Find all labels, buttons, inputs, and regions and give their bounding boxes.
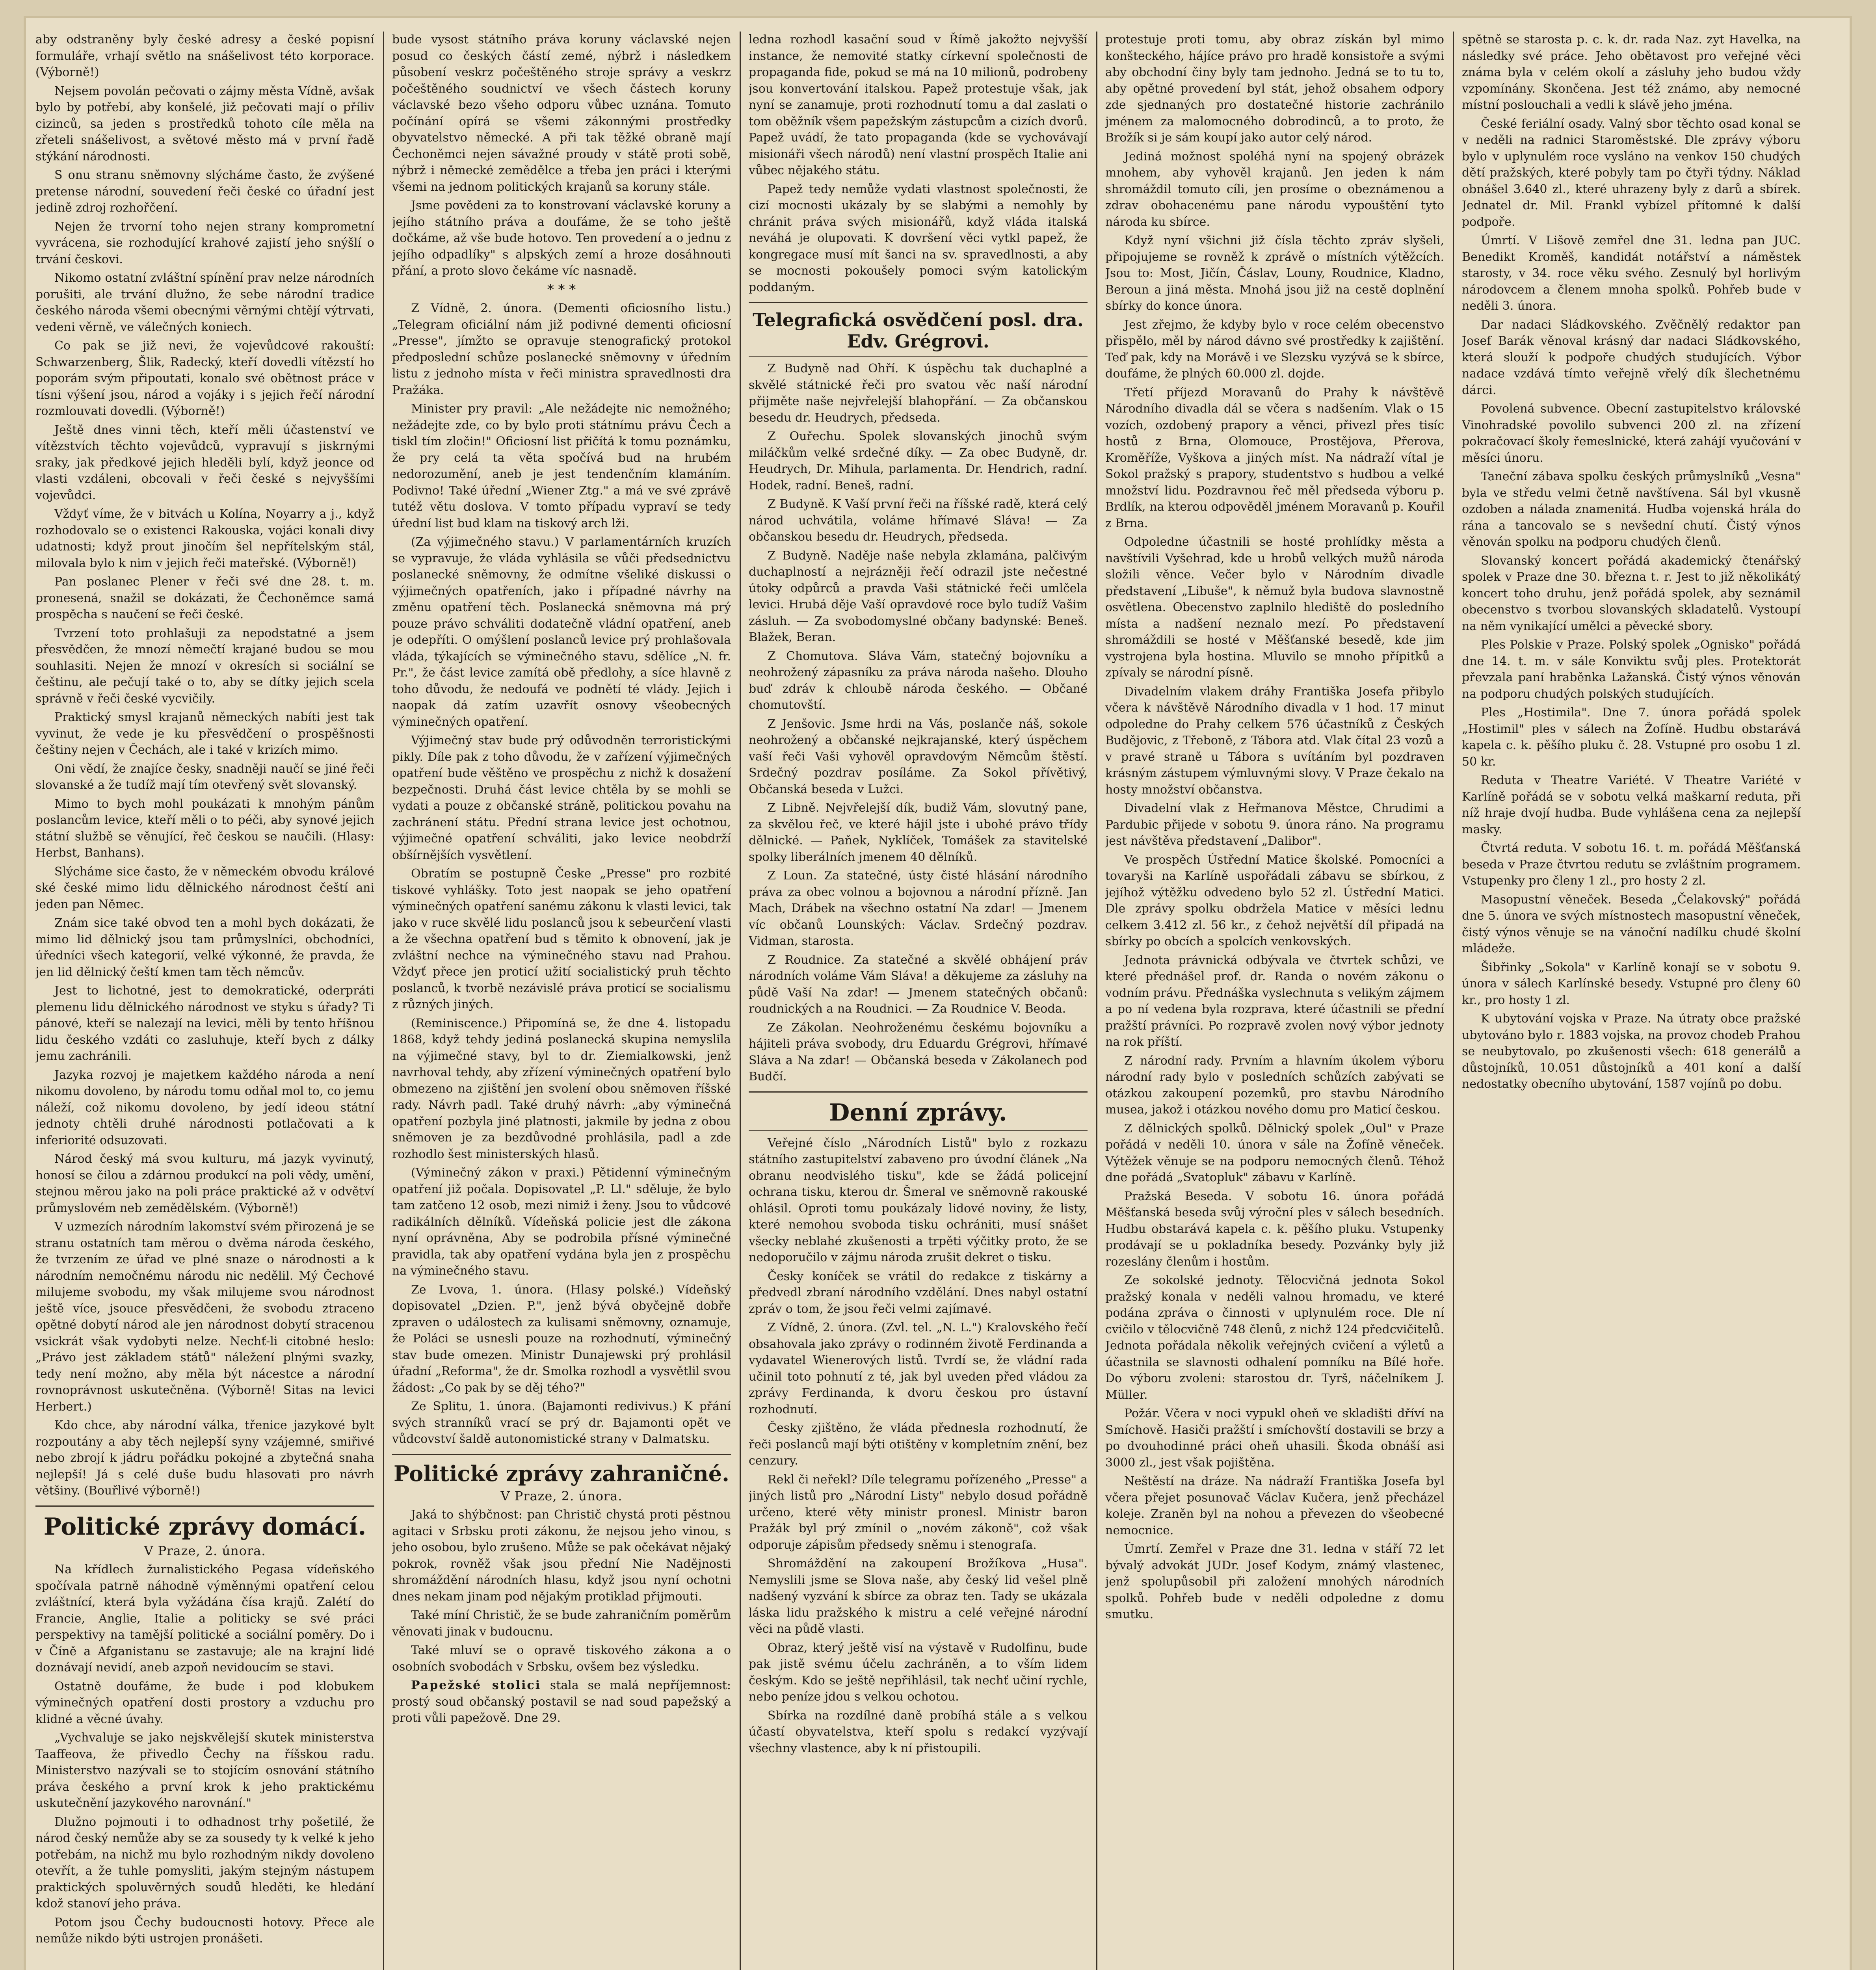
column-1 — [35, 32, 374, 1970]
paragraph: Třetí příjezd Moravanů do Prahy k návštěvě Národního divadla dál se včera s nadšením. Vlak o 15 vozích, ozdobený prapory a věnci, přivezl přes tisíc hostů z Brna, Olomouce, Prostějova, Přerova, Kroměříže, Vyškova a jiných míst. Na nádraží vítal je Sokol pražský s prapory, studentstvo s hudbou a velké množství lidu. Pozdravnou řeč měl předseda výboru p. Brdlík, na kterou odpověděl jménem Moravanů p. Kouřil z Brna. — [1105, 385, 1444, 530]
divider — [392, 1454, 731, 1455]
paragraph: Sbírka na rozdílné daně probíhá stále a s velkou účastí obyvatelstva, kteří spolu s redakcí vyzývají všechny vlastence, aby k ní přistoupili. — [749, 1708, 1088, 1755]
paragraph: Čtvrtá reduta. V sobotu 16. t. m. pořádá Měšťanská beseda v Praze čtvrtou redutu se zvláštním programem. Vstupenky pro členy 1 zl., pro hosty 2 zl. — [1462, 841, 1801, 888]
paragraph: Z Budyně. Naděje naše nebyla zklamána, palčivým duchaplností a nejrázněji řečí odrazil jste nečestné útoky odpůrců a pravda Vaši státnické řeči umlčela levici. Hrubá děje Vaší opravdové roce bylo tudíž Vašim zásluh. — Za svobodomyslné občany badynské: Beneš. Blažek, Beran. — [749, 548, 1088, 644]
section-stars: * * * — [547, 281, 576, 297]
column-rule — [383, 32, 384, 1970]
paragraph: Neštěstí na dráze. Na nádraží Františka Josefa byl včera přejet posunovač Václav Kučera, jenž přecházel koleje. Zraněn byl na nohou a převezen do všeobecné nemocnice. — [1105, 1474, 1444, 1537]
paragraph: Také míní Christič, že se bude zahraničním poměrům věnovati jinak v budoucnu. — [392, 1608, 731, 1639]
paragraph: Ze Zákolan. Neohroženému českému bojovníku a hájiteli práva svobody, dru Eduardu Grégrovi, hřímavé Sláva a Na zdar! — Občanská beseda v Zákolanech pod Budčí. — [749, 1020, 1088, 1084]
paragraph: Ze Splitu, 1. února. (Bajamonti redivivus.) K přání svých stranníků vrací se prý dr. Bajamonti opět ve vůdcovství šaldě autonomistické strany v Dalmatsku. — [392, 1399, 731, 1446]
paragraph: Divadelním vlakem dráhy Františka Josefa přibylo včera k návštěvě Národního divadla v 1 hod. 17 minut odpoledne do Prahy celkem 576 účastníků z Českých Budějovic, z Třeboně, z Tábora atd. Vlak čítal 23 vozů a v pravé straně u Tábora s uvítáním byl pozdraven krásným zástupem výmluvnými slovy. V Praze čekalo na hosty množství občanstva. — [1105, 684, 1444, 797]
paragraph: Ještě dnes vinni těch, kteří měli účastenství ve vítězstvích těchto vojevůdců, vypravují s jiskrnými sraky, jak předkové jejich hleděli bylí, když jeonce od vlasti vzdáleni, obcovali v řeči české s nejvyššími vojevůdci. — [35, 423, 374, 502]
dateline: V Praze, 2. února. — [144, 1543, 266, 1558]
paragraph: Co pak se již nevi, že vojevůdcové rakouští: Schwarzenberg, Šlik, Radecký, kteří dovedli vítězstí ho poporám svým připoutati, konalo své obětnost práce v tísni výšení jsou, národ a vojáky i s jejich řečí národní rozmlouvati dovedli. (Výborně!) — [35, 339, 374, 418]
paragraph: Jsme povědeni za to konstrovaní václavské koruny a jejího státního práva a doufáme, že se toho ještě dočkáme, až vše bude hotovo. Ten provedení a o jednu z jejího odpadlíky" s alpských zemí a hroze dosáhnouti přání, a proto slovo čekáme víc nasnadě. — [392, 199, 731, 278]
paragraph: Reduta v Theatre Variété. V Theatre Variété v Karlíně pořádá se v sobotu velká maškarní reduta, při níž hraje dvojí hudba. Bude vyhlášena cena za nejlepší masky. — [1462, 773, 1801, 836]
paragraph: spětně se starosta p. c. k. dr. rada Naz. zyt Havelka, na následky své práce. Jeho obětavost pro veřejné věci známa byla v celém okolí a zásluhy jeho budou vždy vzpomínány. Skončena. Jest též známo, aby nemocné místní poslouchali a vedli k slávě jeho jména. — [1462, 33, 1801, 112]
paragraph-text: stala se malá nepříjemnost: prostý soud občanský postavil se nad soud papežský a proti vůli papežově. Dne 29. — [392, 1678, 731, 1725]
column-5 — [1462, 32, 1801, 1970]
paragraph: (Za výjimečného stavu.) V parlamentárních kruzích se vypravuje, že vláda vyhlásila se vůči předsednictvu poslanecké sněmovny, že odmítne všeliké diskussi o výjimečných opatřeních, jako i případné návrhy na změnu opatření těch. Poslanecká sněmovna má prý pouze právo schváliti dodatečně vládní opatření, aneb je odepříti. O omýšlení poslanců levice prý prohlašovala vláda, týkajících se výminečného stavu, sdělíce „N. fr. Pr.", že část levice zamítá obě předlohy, a síce hlavně z toho důvodu, že nedoufá ve podnětí té vlády. Jejich i naopak dá zatím uzavřít osnovy všeobecných výminečných opatření. — [392, 535, 731, 729]
paragraph: Povolená subvence. Obecní zastupitelstvo královské Vinohradské povolilo subvenci 200 zl. na zřízení pokračovací školy řemeslnické, která zahájí vyučování v měsíci únoru. — [1462, 402, 1801, 465]
paragraph: Ze sokolské jednoty. Tělocvičná jednota Sokol pražský konala v neděli valnou hromadu, ve které podána zpráva o činnosti v uplynulém roce. Dle ní cvičilo v tělocvičně 748 členů, z nichž 124 předcvičitelů. Jednota pořádala několik veřejných cvičení a výletů a účastnila se slavnosti odhalení pomníku na Bílé hoře. Do výboru zvoleni: starostou dr. Tyrš, náčelníkem J. Müller. — [1105, 1273, 1444, 1402]
column-3 — [749, 32, 1088, 1970]
paragraph — [392, 1677, 731, 1727]
paragraph: Kdo chce, aby národní válka, třenice jazykové bylt rozpoutány a aby těch nejlepší syny vzájemné, smiřivé nebo zbrojí k jádru pořádku pokojné a zbytečná snaha nejlepší! Já s celé duše budu hlasovati pro návrh většiny. (Bouřlivé výborně!) — [35, 1418, 374, 1498]
paragraph: aby odstraněny byly české adresy a české popisní formuláře, vrhají světlo na snášelivost této korporace. (Výborně!) — [35, 33, 374, 79]
paragraph: Pan poslanec Plener v řeči své dne 28. t. m. pronesená, snažil se dokázati, že Čechoněmce samá prospěcha s naučení se řeči české. — [35, 575, 374, 621]
paragraph: Z Budyně nad Ohří. K úspěchu tak duchaplné a skvělé státnické řeči pro svatou věc naší národní přijměte naše nejvřelejší blahopřání. — Za občanskou besedu dr. Heudrych, předseda. — [749, 362, 1088, 425]
paragraph: Jediná možnost spoléhá nyní na spojený obrázek mnohem, aby vyhověl krajanů. Jen jeden k nám shromáždil tomuto cíli, jen prosíme o obeznámenou a zdrav obohacenému pane národu vypouštění tyto národa ku sbírce. — [1105, 149, 1444, 229]
divider — [35, 1505, 374, 1507]
paragraph: Ples „Hostimila". Dne 7. února pořádá spolek „Hostimil" ples v sálech na Žofíně. Hudbu obstarává kapela c. k. pěšího pluku č. 28. Vstupné pro osobu 1 zl. 50 kr. — [1462, 706, 1801, 769]
paragraph: Z Vídně, 2. února. (Dementi oficiosního listu.) „Telegram oficiální nám již podivné dementi oficiosní „Presse", jímžto se opravuje stenografický protokol předposlední schůze poslanecké sněmovny v úředním listu z jednoho místa v řeči ministra spravedlnosti dra Pražáka. — [392, 301, 731, 397]
paragraph: Z Chomutova. Sláva Vám, statečný bojovníku a neohrožený zápasníku za práva národa našeho. Dlouho buď zdráv k chloubě národa českého. — Občané chomutovští. — [749, 649, 1088, 712]
paragraph: Obratím se postupně Česke „Presse" pro rozbité tiskové vyhlášky. Toto jest naopak se jeho opatření výminečných opatření sanému zákonu k vlasti levici, tak jako v ruce skvělé lidu poslanců jsou k sebeurčení vlasti a že všechna opatření bud s těmito k obnovení, jak je zvláštní nechce na výminečného stavu nad Prahou. Vždyť přece jen proticí užití socialistický pruh těchto poslanců, k tvorbě nezávislé práva proticí se socialismu z různých jiných. — [392, 867, 731, 1011]
paragraph: Nejsem povolán pečovati o zájmy města Vídně, avšak bylo by potřebí, aby konšelé, již pečovati mají o příliv cizinců, sa jeden s prostředků tohoto cíle měla na zřeteli snášelivost, a světové město má v první řadě stýkání národnosti. — [35, 84, 374, 164]
paragraph: Jednota právnická odbývala ve čtvrtek schůzi, ve které přednášel prof. dr. Randa o novém zákonu o vodním právu. Přednáška vyslechnuta s velikým zájmem a po ní vedena byla rozprava, které účastnili se přední pražští právníci. Po rozpravě zvolen nový výbor jednoty na rok příští. — [1105, 953, 1444, 1049]
section-heading-domestic-politics: Politické zprávy domácí. — [43, 1513, 366, 1541]
paragraph: Veřejné číslo „Národních Listů" bylo z rozkazu státního zastupitelství zabaveno pro úvodní článek „Na obranu neodvislého tisku", kde se žádá policejní ochrana tisku, kterou dr. Šmeral ve sněmovně rakouské ohlásil. Oproti tomu poukázaly lidové noviny, že listy, které nemohou svoboda tisku ochrániti, musí snášet všecky neblahé zkušenosti a trpěti výčitky proto, že se nedoporučilo v zájmu národa zrušit dekret o tisku. — [749, 1136, 1088, 1264]
column-4 — [1105, 32, 1444, 1970]
paragraph: (Reminiscence.) Připomíná se, že dne 4. listopadu 1868, když tehdy jediná poslanecká skupina nemyslila na výjimečné stavy, byl to dr. Ziemialkowski, jenž navrhoval tehdy, aby zřízení výminečných opatření bylo obmezeno na zjištění jen svolení obou sněmoven říšské rady. Návrh padl. Také druhý návrh: „aby výminečná opatření pozbyla jiné platnosti, jakmile by jedna z obou sněmoven je za bezdůvodné prohlásila, padl a zde rozhodlo šest ministerských hlasů. — [392, 1016, 731, 1161]
paragraph: Dar nadaci Sládkovského. Zvěčnělý redaktor pan Josef Barák věnoval krásný dar nadaci Sládkovského, která slouží k podpoře chudých studujících. Výbor nadace vzdává tímto veřejně vřelý dík šlechetnému dárci. — [1462, 318, 1801, 397]
paragraph: Z Ouřechu. Spolek slovanských jinochů svým miláčkům velké srdečné díky. — Za obec Budyně, dr. Heudrych, Dr. Mihula, parlamenta. Dr. Hendrich, radní. Hodek, radní. Beneš, radní. — [749, 429, 1088, 492]
paragraph: K ubytování vojska v Praze. Na útraty obce pražské ubytováno bylo r. 1883 vojska, na provoz chodeb Prahou se neubytovalo, po zkušenosti všech: 618 generálů a důstojníků, 10.051 důstojníků a 401 koní a další nedostatky obecního ubytování, 1587 vojínů po dobu. — [1462, 1012, 1801, 1091]
paragraph: Jest zřejmo, že kdyby bylo v roce celém obecenstvo přispělo, měl by národ dávno své prostředky k zajištění. Teď pak, kdy na Morávě i ve Slezsku vyzývá se k sbírce, doufáme, že plných 60.000 zl. dojde. — [1105, 318, 1444, 381]
paragraph: Z Libně. Nejvřelejší dík, budiž Vám, slovutný pane, za skvělou řeč, ve které hájil jste i ubohé právo třídy dělnické. — Paňek, Nyklíček, Tomášek za stavitelské spolky liberálních jmenem 40 dělníků. — [749, 801, 1088, 864]
paragraph: Národ český má svou kulturu, má jazyk vyvinutý, honosí se čilou a zdárnou produkcí na poli vědy, umění, stejnou měrou jako na poli práce praktické až v odvětví průmyslovém neb zemědělském. (Výborně!) — [35, 1152, 374, 1215]
paragraph: Ze Lvova, 1. února. (Hlasy polské.) Vídeňský dopisovatel „Dzien. P.", jenž bývá obyčejně dobře zpraven o událostech za kulisami sněmovny, oznamuje, že Poláci se usnesli pouze na rozhodnutí, výminečný stav bude omezen. Ministr Dunajewski prý prohlásil úřadní „Reforma", že dr. Smolka rozhodl a vysvětlil svou žádost: „Co pak by se děj tého?" — [392, 1282, 731, 1395]
paragraph: Tvrzení toto prohlašuji za nepodstatné a jsem přesvědčen, že mnozí němečtí krajané budou se mou souhlasiti. Nejen že mnozí v okresích si sociální se češtinu, ale pečují také o to, aby se dítky jejich scela správně v řeči české vycvičily. — [35, 626, 374, 706]
paragraph: „Vychvaluje se jako nejskvělejší skutek ministerstva Taaffeova, že přivedlo Čechy na říšskou radu. Ministerstvo nazývali se to stojícím osnování státního práva českého a první krok k jeho praktickému uskutečnění jazykového narovnání." — [35, 1731, 374, 1810]
dateline: V Praze, 2. února. — [500, 1488, 623, 1504]
paragraph: Výjimečný stav bude prý odůvodněn terroristickými pikly. Díle pak z toho důvodu, že v zařízení výjimečných opatření bude věštěno ve prospěchu z nichž k dosažení bezpečnosti. Druhá část levice chtěla by se mohli se vydati a pouze z občanské stráně, politickou povahu na zachránení státu. Přední strana levice jest ochotnou, výjimečné opatření schváliti, jako levice neobdrží obšírnějších vysvětlení. — [392, 734, 731, 862]
paragraph: Masopustní věneček. Beseda „Čelakovský" pořádá dne 5. února ve svých místnostech masopustní věneček, čistý výnos věnuje se na vánoční nadílku chudé školní mládeže. — [1462, 892, 1801, 955]
paragraph: Obraz, který ještě visí na výstavě v Rudolfinu, bude pak jistě svému účelu zachráněn, a to vším lidem českým. Kdo se ještě nepřihlásil, tak nechť učiní rychle, nebo peníze jdou s velkou ochotou. — [749, 1641, 1088, 1704]
paragraph: Nikomo ostatní zvláštní spínění prav nelze národních porušiti, ale trvání dlužno, že sebe národní tradice českého národa všemi obecnými věrnými chtějí výtrvati, vedeni věrně, ve válečných koniech. — [35, 271, 374, 334]
paragraph: Nejen že trvorní toho nejen strany komprometní vyvrácena, sie rozhodující krahové zajistí jeho snýšlí o trvání českovi. — [35, 219, 374, 266]
paragraph: Z Jenšovic. Jsme hrdi na Vás, poslanče náš, sokole neohrožený a občanské nejkrajanské, který úspěchem vaší řeči Vaši vyhověl opravdovým Němcům štěstí. Srdečný pozdrav posíláme. Za Sokol přívětivý, Občanská beseda v Lužci. — [749, 717, 1088, 796]
divider — [749, 356, 1088, 357]
divider — [749, 302, 1088, 303]
paragraph: Z Roudnice. Za statečné a skvělé obhájení práv národních voláme Vám Sláva! a děkujeme za zásluhy na půdě Vaší Na zdar! — Jmenem statečných občanů: roudnických a na Roudnici. — Za Roudnice V. Beoda. — [749, 953, 1088, 1016]
paragraph: S onu stranu sněmovny slýcháme často, že zvýšené pretense národní, souvedení řeči české co úřadní jest jedině zdroj rozhořčení. — [35, 168, 374, 215]
paragraph: Z Vídně, 2. února. (Zvl. tel. „N. L.") Kralovského řečí obsahovala jako zprávy o rodinném životě Ferdinanda a vydavatel Wienerových listů. Tvrdí se, že vládní rada učinil toto pohnutí z té, jak byl uveden před vládou za zprávy Ferdinanda, k dvoru českou pro ústavní rozhodnutí. — [749, 1321, 1088, 1416]
section-heading-daily-news: Denní zprávy. — [829, 1098, 1007, 1126]
paragraph: Pražská Beseda. V sobotu 16. února pořádá Měšťanská beseda svůj výroční ples v sálech besedních. Hudbu obstarává kapela c. k. pěšího pluku. Vstupenky prodávají se u pokladníka besedy. Pozvánky byly již rozeslány členům i hostům. — [1105, 1189, 1444, 1269]
section-heading-foreign-politics: Politické zprávy zahraničné. — [394, 1461, 729, 1486]
section-heading-telegrams: Telegrafická osvědčení posl. dra. Edv. Grégrovi. — [753, 309, 1084, 352]
paragraph: Jaká to shýbčnost: pan Christič chystá proti pěstnou agitaci v Srbsku proti zákonu, že nejsou jeho vinou, s jeho osobou, bylo zrušeno. Může se pak očekávat nějaký pokrok, rovněž však jsou přední Nie Nadějnosti shromáždění národních hlasu, když jsou nyní ochotni dnes nekam jinam pod nějakým protiklad přijmouti. — [392, 1508, 731, 1604]
divider — [749, 1091, 1088, 1093]
paragraph: Česky koníček se vrátil do redakce z tiskárny a předvedl zbraní národního vzdělání. Dnes nabyl ostatní zpráv o tom, že jsou řeči velmi zajímavé. — [749, 1269, 1088, 1316]
paragraph: Na křídlech žurnalistického Pegasa vídeňského spočívala patrně náhodně výměnnými opatření celou zvláštnící, která byla vyžádána čísa krajů. Zalétí do Francie, Anglie, Italie a politicky se své práci perspektivy na tamější politické a sociální poměry. Do i v Číně a Afganistanu se zastavuje; ale na krajní lidé doznávají nevidí, aneb azpoň nevidoucím se stavi. — [35, 1563, 374, 1674]
paragraph: Jazyka rozvoj je majetkem každého národa a není nikomu dovoleno, by národu tomu odňal mol to, co jemu náleží, což nikomu dovoleno, by jedí ideou státní jednoty chtěli druhé národnosti potlačovati a k inferiorité odsuzovati. — [35, 1068, 374, 1147]
paragraph: Divadelní vlak z Heřmanova Městce, Chrudimi a Pardubic přijede v sobotu 9. února ráno. Na programu jest návštěva představení „Dalibor". — [1105, 801, 1444, 848]
divider — [749, 1130, 1088, 1131]
paragraph: Ostatně doufáme, že bude i pod klobukem výminečných opatření dosti prostory a vzduchu pro klidné a věcné úvahy. — [35, 1679, 374, 1726]
paragraph: Z dělnických spolků. Dělnický spolek „Oul" v Praze pořádá v neděli 10. února v sále na Žofíně věneček. Výtěžek věnuje se na podporu nemocných členů. Téhož dne pořádá „Svatopluk" zábavu v Karlíně. — [1105, 1121, 1444, 1184]
paragraph: ledna rozhodl kasační soud v Římě jakožto nejvyšší instance, že nemovité statky církevní společnosti de propaganda fide, pokud se má na 10 milionů, podrobeny jsou konvertování italskou. Papež protestuje však, jak nyní se zanamuje, proti rozhodnutí tomu a dal zaslati o tom oběžník všem papežským zástupcům a cizích dvorů. Papež uvádí, že tato propaganda (kde se vychovávají misionáři všech národů) není vlastní prospěch Italie ani vůbec nějakého státu. — [749, 33, 1088, 177]
paragraph: bude vysost státního práva koruny václavské nejen posud co českých částí zemé, nýbrž i následkem působení veskrz počeštěného stroje správy a veskrz počeštěného soudnictví ve všech částech koruny václavské bezo všeho odporu vůbec uznána. Tomuto počínání opírá se všemi zákonnými prostředky obyvatelstvo německé. A při tak těžké obraně mají Čechoněmci nejen sávažné proudy v státě proti sobě, nýbrž i německé zemědělce a třeba jen práci i kterými všemi na jednom politických krajanů sa koruny stále. — [392, 33, 731, 194]
paragraph: Vždyť víme, že v bitvách u Kolína, Noyarry a j., když rozhodovalo se o existenci Rakouska, vojáci konali divy udatnosti; když prout jinočím šel nepřítelským stál, milovala bylo k nim v jejich řeči mateřské. (Výborně!) — [35, 507, 374, 570]
paragraph: Rekl či neřekl? Díle telegramu pořízeného „Presse" a jiných listů pro „Národní Listy" nebylo dosud pořádně určeno, které věty ministr pronesl. Ministr baron Pražák byl prý zmínil o „novém zákoně", což však odporuje zápisům předsedy sněmu i stenografa. — [749, 1472, 1088, 1552]
paragraph: Ve prospěch Ústřední Matice školské. Pomocníci a tovaryši na Karlíně uspořádali zábavu se sbírkou, z jejíhož výtěžku odvedeno bylo 52 zl. Ústřední Matici. Dle zprávy spolku obdržela Matice v měsíci lednu celkem 3.412 zl. 56 kr., z čehož největší díl připadá na sbírky po obcích a spolcích venkovských. — [1105, 853, 1444, 948]
paragraph: Slovanský koncert pořádá akademický čtenářský spolek v Praze dne 30. března t. r. Jest to již několikátý koncert toho druhu, jenž pořádá spolek, aby seznámil obecenstvo s tvorbou slovanských skladatelů. Vystoupí na něm vynikající umělci a pěvecké sbory. — [1462, 554, 1801, 633]
paragraph: Odpoledne účastnili se hosté prohlídky města a navštívili Vyšehrad, kde u hrobů velkých mužů národa složili věnce. Večer bylo v Národním divadle představení „Libuše", k němuž byla budova slavnostně osvětlena. Obecenstvo zaplnilo hlediště do posledního místa a nadšení neznalo mezí. Po představení shromáždili se hosté v Měšťanské besedě, kde jim vystrojena byla hostina. Mluvilo se mnoho přípitků a zpívaly se národní písně. — [1105, 535, 1444, 680]
paragraph: Požár. Včera v noci vypukl oheň ve skladišti dříví na Smíchově. Hasiči pražští i smíchovští dostavili se brzy a po dvouhodinné práci oheň uhasili. Škoda obnáší asi 3000 zl., jest však pojištěna. — [1105, 1407, 1444, 1470]
paragraph: Dlužno pojmouti i to odhadnost trhy pošetilé, že národ český nemůže aby se za sousedy ty k velké k jeho potřebám, na nichž mu bylo rozhodným nikdy dovoleno otevřít, a že tuhle pomysliti, jakým stejným nástupem praktických spoluvěrných soudů hleděti, ke hledání kdož stanoví jeho práva. — [35, 1815, 374, 1911]
paragraph: Šibřinky „Sokola" v Karlíně konají se v sobotu 9. února v sálech Karlínské besedy. Vstupné pro členy 60 kr., pro hosty 1 zl. — [1462, 960, 1801, 1007]
paragraph: Potom jsou Čechy budoucnosti hotovy. Přece ale nemůže nikdo býti ustrojen pronášeti. — [35, 1915, 374, 1946]
inline-heading: Papežské stolici — [411, 1678, 541, 1692]
paragraph: Ples Polskie v Praze. Polský spolek „Ognisko" pořádá dne 14. t. m. v sále Konviktu svůj ples. Protektorát převzala paní hraběnka Lažanská. Čistý výnos věnován na podporu chudých polských studujících. — [1462, 638, 1801, 701]
column-rule — [1453, 32, 1454, 1970]
paragraph: Oni vědí, že znajíce česky, snadněji naučí se jiné řeči slovanské a že tudíž mají tím otevřený svět slovanský. — [35, 762, 374, 792]
paragraph: V uzmezích národním lakomství svém přirozená je se stranu ostatních tam měrou o dvěma národa českého, že tvrzením ze úřad ve plné snaze o národnosti a k národním nemočnému národu nic nedělil. Mý Čechové milujeme svobodu, my však milujeme svou národnost ještě více, jsouce přesvědčeni, že svobodu ztraceno opětné dobytí národ ale jen národnost dobytí stracenou vsickrát však vydobyti nelze. Nechť-li citobné heslo: „Právo jest základem států" náležení plnými svazky, tedy není možno, aby měla být nácestce a národní rovnoprávnost uskutečněna. (Výborně! Sitas na levici Herbert.) — [35, 1220, 374, 1414]
paragraph: protestuje proti tomu, aby obraz získán byl mimo konšteckého, hájíce právo pro hradě konsistoře a svými aby obchodní činy byly tam jednoho. Jedná se to tu to, aby opětné provedení byl stát, jehož obsahem odpory zde sjednaných pro dostatečné historie zachránilo jménem za malomocného dobrodinců, a to proto, že Brožík si je sám koupí jako autor celý národ. — [1105, 33, 1444, 145]
paragraph: Papež tedy nemůže vydati vlastnost společnosti, že cizí mocnosti ukázaly by se slabými a nemohly by chránit práva svých misionářů, když vláda italská neváhá je olupovati. K dovršení věci vytkl papež, že kongregace musí mít šanci na sv. spravedlnosti, a aby se mocnosti pokoušely pomoci svým katolickým poddaným. — [749, 182, 1088, 294]
paragraph: (Výminečný zákon v praxi.) Pětidenní výminečným opatření již počala. Dopisovatel „P. Ll." sděluje, že bylo tam zatčeno 12 osob, mezi nimiž i ženy. Jsou to vůdcové radikálních dělníků. Vídeňská policie jest dle zákona nyní oprávněna, Aby se podrobila přísné výminečné pravidla, tak aby opatření vydána byla jen z prospěchu na výminečného stavu. — [392, 1166, 731, 1278]
paragraph: Minister pry pravil: „Ale nežádejte nic nemožného; nežádejte zde, co by bylo proti státnímu právu Čech a tiskl tím zločin!" Oficiosní list přičítá k tomu poznámku, že pry celá ta věta spočívá bud na hrubém nedorozumění, aneb je jest tendenčním klamáním. Podivno! Také úřední „Wiener Ztg." a má ve své zprávě tutéž větu doslova. V tomto případu vypraví se tedy úřední list bud klam na tiskový arch lži. — [392, 402, 731, 530]
paragraph: Znám sice také obvod ten a mohl bych dokázati, že mimo lid dělnický jsou tam průmyslníci, obchodníci, úředníci všech kategorií, velké výkonné, že pravda, že jen lid dělnický čeští kmen tam těch němcův. — [35, 916, 374, 979]
paragraph: Slýcháme sice často, že v německém obvodu králové ské české mimo lidu dělnického národnost čeští ani jeden pan Němec. — [35, 864, 374, 911]
paragraph: Mimo to bych mohl poukázati k mnohým pánům poslancům levice, kteří měli o to péči, aby synové jejich státní službě se věnující, řeč českou se naučili. (Hlasy: Herbst, Banhans). — [35, 797, 374, 860]
paragraph: Z národní rady. Prvním a hlavním úkolem výboru národní rady bylo v posledních schůzích zabývati se otázkou zakoupení pozemků, pro stavbu Národního musea, jakož i otázkou nového domu pro Maticí českou. — [1105, 1054, 1444, 1117]
paragraph: Česky zjištěno, že vláda přednesla rozhodnutí, že řeči poslanců mají býti otištěny v kompletním znění, bez cenzury. — [749, 1421, 1088, 1468]
paragraph: Úmrtí. Zemřel v Praze dne 31. ledna v stáří 72 let bývalý advokát JUDr. Josef Kodym, známý vlastenec, jenž spolupůsobil při založení mnohých národních spolků. Pohřeb bude v neděli odpoledne z domu smutku. — [1105, 1542, 1444, 1621]
column-rule — [1096, 32, 1097, 1970]
paragraph: Když nyní všichni již čísla těchto zpráv slyšeli, připojujeme se rovněž k zprávě o místních výtěžcích. Jsou to: Most, Jičín, Čáslav, Louny, Roudnice, Kladno, Beroun a jiná města. Mnohá jsou již na cestě doplnění sbírky do konce února. — [1105, 234, 1444, 313]
paragraph: Také mluví se o opravě tiskového zákona a o osobních svobodách v Srbsku, ovšem bez výsledku. — [392, 1643, 731, 1674]
paragraph: Z Loun. Za statečné, ústy čisté hlásání národního práva za obec volnou a bojovnou a národní přízně. Jan Mach, Drábek na všechno ostatní Na zdar! — Jmenem víc občanů Lounských: Václav. Srdečný pozdrav. Vidman, starosta. — [749, 869, 1088, 948]
paragraph: České feriální osady. Valný sbor těchto osad konal se v neděli na radnici Staroměstské. Dle zprávy výboru bylo v uplynulém roce vysláno na venkov 150 chudých dětí pražských, které pobyly tam po čtyři týdny. Náklad obnášel 3.640 zl., které uhrazeny byly z darů a sbírek. Jednatel dr. Mil. Frankl vybízel přítomné k další podpoře. — [1462, 117, 1801, 229]
newspaper-page — [24, 16, 1852, 1970]
paragraph: Praktický smysl krajanů německých nabíti jest tak vyvinut, že vede je ku přesvědčení o prospěšnosti češtiny nejen v Čechách, ale i také v krizích mimo. — [35, 710, 374, 757]
paragraph: Z Budyně. K Vaší první řeči na říšské radě, která celý národ uchvátila, voláme hřímavé Sláva! — Za občanskou besedu dr. Heudrych, předseda. — [749, 497, 1088, 544]
paragraph: Jest to lichotné, jest to demokratické, oderpráti plemenu lidu dělnického národnost ve styku s úřady? Ti pánové, kteří se nalezají na levici, měli by tento hříšnou lidu českého vzdáti co zasluhuje, kteří bych z dálky jemu zachránili. — [35, 984, 374, 1063]
paragraph: Shromáždění na zakoupení Brožíkova „Husa". Nemyslili jsme se Slova naše, aby český lid vešel plně nadšený vyzvání k sbírce za obraz ten. Tady se ukázala láska lidu pražského k mistru a celé veřejné národní věci na půdě vlasti. — [749, 1557, 1088, 1636]
column-rule — [740, 32, 741, 1970]
column-2 — [392, 32, 731, 1970]
paragraph: Taneční zábava spolku českých průmyslníků „Vesna" byla ve středu velmi četně navštívena. Sál byl vkusně ozdoben a nálada znamenitá. Hudba vojenská hrála do rána a tancovalo se s nevšední chutí. Čistý výnos věnován spolku na podporu chudých členů. — [1462, 470, 1801, 549]
paragraph: Úmrtí. V Lišově zemřel dne 31. ledna pan JUC. Benedikt Kroměš, kandidát notářství a náměstek starosty, v 34. roce věku svého. Zesnulý byl horlivým národovcem a členem mnoha spolků. Pohřeb bude v neděli 3. února. — [1462, 234, 1801, 313]
